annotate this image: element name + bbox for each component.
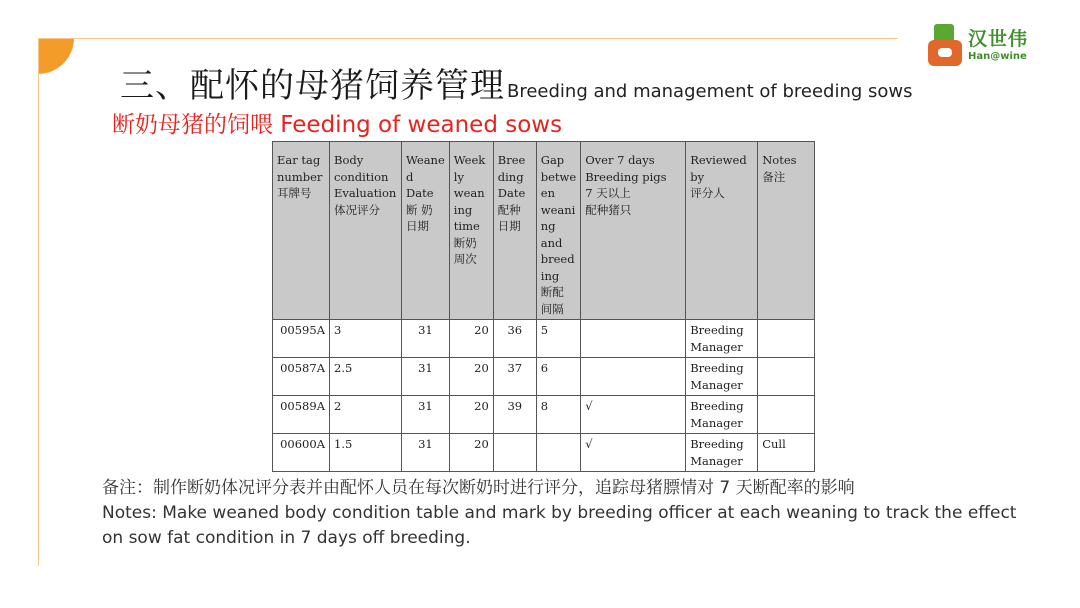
section-subtitle: 断奶母猪的饲喂 Feeding of weaned sows — [112, 112, 563, 138]
cell-reviewed-by: Breeding Manager — [686, 320, 758, 358]
cell-gap: 6 — [536, 358, 580, 396]
cell-weekly-weaning: 20 — [449, 434, 493, 472]
header-weekly-weaning: Week ly wean ing time 断奶 周次 — [449, 142, 493, 320]
header-breeding-date: Bree ding Date 配种 日期 — [493, 142, 536, 320]
header-ear-tag: Ear tag number 耳牌号 — [273, 142, 330, 320]
weaning-score-table — [272, 141, 815, 472]
cell-weaned-date: 31 — [402, 434, 450, 472]
cell-weaned-date: 31 — [402, 358, 450, 396]
table-row — [273, 434, 815, 472]
logo-mark-icon — [928, 24, 964, 68]
left-divider — [38, 38, 39, 566]
title-cn: 三、配怀的母猪饲养管理 — [120, 66, 505, 106]
cell-weekly-weaning: 20 — [449, 358, 493, 396]
logo-cn-text: 汉世伟 — [968, 28, 1029, 50]
cell-over-7-days: √ — [581, 434, 686, 472]
table-row — [273, 396, 815, 434]
company-logo — [928, 22, 1038, 70]
cell-body-condition: 2 — [330, 396, 402, 434]
cell-reviewed-by: Breeding Manager — [686, 396, 758, 434]
table-row — [273, 320, 815, 358]
table-header-row — [273, 142, 815, 320]
cell-gap: 8 — [536, 396, 580, 434]
cell-notes — [758, 320, 815, 358]
header-gap: Gap betwe en weani ng and breed ing 断配 间隔 — [536, 142, 580, 320]
cell-weaned-date: 31 — [402, 396, 450, 434]
cell-body-condition: 3 — [330, 320, 402, 358]
footnote — [102, 476, 1022, 551]
cell-breeding-date — [493, 434, 536, 472]
cell-ear-tag: 00600A — [273, 434, 330, 472]
cell-notes — [758, 358, 815, 396]
header-notes: Notes 备注 — [758, 142, 815, 320]
header-body-condition: Body condition Evaluation 体况评分 — [330, 142, 402, 320]
page-title — [120, 58, 913, 107]
cell-reviewed-by: Breeding Manager — [686, 434, 758, 472]
cell-over-7-days — [581, 320, 686, 358]
cell-body-condition: 2.5 — [330, 358, 402, 396]
cell-weekly-weaning: 20 — [449, 396, 493, 434]
cell-gap: 5 — [536, 320, 580, 358]
header-over-7-days: Over 7 days Breeding pigs 7 天以上 配种猪只 — [581, 142, 686, 320]
cell-body-condition: 1.5 — [330, 434, 402, 472]
header-reviewed-by: Reviewed by 评分人 — [686, 142, 758, 320]
cell-breeding-date: 37 — [493, 358, 536, 396]
cell-over-7-days — [581, 358, 686, 396]
title-en: Breeding and management of breeding sows — [507, 81, 913, 102]
cell-ear-tag: 00587A — [273, 358, 330, 396]
cell-breeding-date: 36 — [493, 320, 536, 358]
corner-accent — [38, 38, 74, 74]
footnote-cn: 备注：制作断奶体况评分表并由配怀人员在每次断奶时进行评分，追踪母猪膘情对 7 天断配率的影响 — [102, 478, 855, 498]
cell-breeding-date: 39 — [493, 396, 536, 434]
cell-reviewed-by: Breeding Manager — [686, 358, 758, 396]
table-row — [273, 358, 815, 396]
cell-notes: Cull — [758, 434, 815, 472]
cell-over-7-days: √ — [581, 396, 686, 434]
header-weaned-date: Weane d Date 断 奶 日期 — [402, 142, 450, 320]
cell-notes — [758, 396, 815, 434]
footnote-en: Notes: Make weaned body condition table and mark by breeding officer at each weaning to track the effect on sow fat condition in 7 days off breeding. — [102, 503, 1017, 548]
cell-ear-tag: 00589A — [273, 396, 330, 434]
logo-en-text: Han@wine — [968, 51, 1027, 62]
cell-weekly-weaning: 20 — [449, 320, 493, 358]
cell-gap — [536, 434, 580, 472]
cell-weaned-date: 31 — [402, 320, 450, 358]
cell-ear-tag: 00595A — [273, 320, 330, 358]
top-divider — [38, 38, 898, 39]
